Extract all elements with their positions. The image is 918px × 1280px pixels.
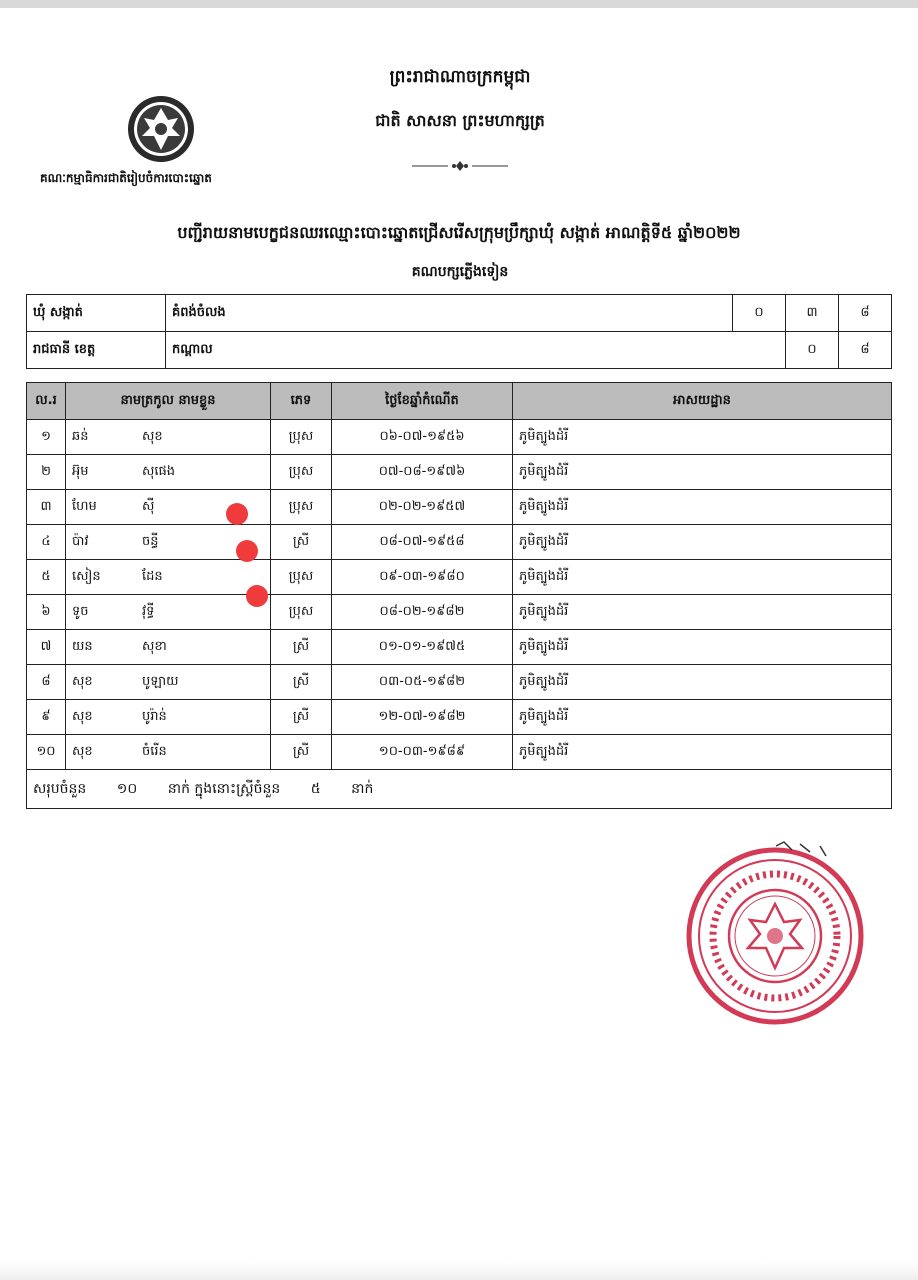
first-name: វុទ្ធី: [142, 603, 155, 619]
cell-sex: ស្រី: [271, 630, 332, 665]
cell-sex: ប្រុស: [271, 595, 332, 630]
table-row: [27, 560, 892, 595]
cell-dob: ០២-០២-១៩៥៧: [332, 490, 513, 525]
commune-label: ឃុំ សង្កាត់: [27, 295, 166, 332]
table-row: [27, 595, 892, 630]
cell-name: [66, 455, 271, 490]
last-name: សុខ: [72, 743, 93, 759]
red-marker-dot: [226, 503, 248, 525]
cell-address: ភូមិត្បូងដំរី: [513, 455, 892, 490]
last-name: សៀន: [72, 568, 101, 584]
cell-address: ភូមិត្បូងដំរី: [513, 630, 892, 665]
cell-sex: ស្រី: [271, 735, 332, 770]
cell-no: ៧: [27, 630, 66, 665]
cell-dob: ០៨-០៧-១៩៥៨: [332, 525, 513, 560]
table-row: [27, 735, 892, 770]
female-value: ៥: [310, 780, 321, 797]
last-name: សុខ: [72, 708, 93, 724]
nec-emblem-icon: [126, 94, 196, 164]
cell-dob: ០៦-០៧-១៩៥៦: [332, 420, 513, 455]
kingdom-header: ព្រះរាជាណាចក្រកម្ពុជា: [389, 67, 531, 87]
cell-sex: ប្រុស: [271, 420, 332, 455]
cell-sex: ប្រុស: [271, 490, 332, 525]
first-name: ស៊ី: [142, 498, 155, 514]
total-unit: នាក់: [167, 780, 190, 797]
last-name: ទូច: [72, 603, 89, 619]
cell-name: [66, 735, 271, 770]
official-seal-icon: [680, 838, 870, 1028]
cell-dob: ១២-០៧-១៩៨២: [332, 700, 513, 735]
province-label: រាជធានី ខេត្ត: [27, 332, 166, 369]
cell-dob: ០១-០១-១៩៧៥: [332, 630, 513, 665]
cell-no: ១: [27, 420, 66, 455]
first-name: សុផេង: [142, 463, 176, 479]
cell-no: ១០: [27, 735, 66, 770]
cell-address: ភូមិត្បូងដំរី: [513, 490, 892, 525]
first-name: ចន្ធី: [142, 533, 159, 549]
first-name: សុខា: [142, 638, 167, 654]
province-value: កណ្តាល: [166, 332, 786, 369]
province-code-digit: ៨: [839, 332, 892, 369]
table-row: [27, 665, 892, 700]
cell-dob: ០៣-០៥-១៩៨២: [332, 665, 513, 700]
first-name: សុខ: [142, 428, 163, 444]
ornament-divider-icon: [410, 160, 510, 172]
first-name: បូឡាយ: [142, 673, 179, 689]
table-row: [27, 420, 892, 455]
total-value: ១០: [116, 780, 138, 797]
last-name: យន: [72, 638, 93, 654]
organization-name: គណៈកម្មាធិការជាតិរៀបចំការបោះឆ្នោត: [40, 171, 212, 185]
last-name: អ៊ុម: [72, 463, 89, 479]
document-title: បញ្ជីរាយនាមបេក្ខជនឈរឈ្មោះបោះឆ្នោតជ្រើសរើសក្រុមប្រឹក្សាឃុំ សង្កាត់ អាណត្តិទី៥ ឆ្នាំ២០២២: [177, 223, 741, 242]
cell-address: ភូមិត្បូងដំរី: [513, 525, 892, 560]
bottom-edge: [0, 1262, 918, 1280]
cell-sex: ស្រី: [271, 700, 332, 735]
cell-sex: ស្រី: [271, 525, 332, 560]
cell-no: ៤: [27, 525, 66, 560]
cell-dob: ០៩-០៣-១៩៨០: [332, 560, 513, 595]
commune-code-digit: ៣: [786, 295, 839, 332]
cell-name: [66, 595, 271, 630]
cell-sex: ស្រី: [271, 665, 332, 700]
cell-no: ៨: [27, 665, 66, 700]
location-table: [26, 294, 892, 369]
cell-address: ភូមិត្បូងដំរី: [513, 735, 892, 770]
header-dob: ថ្ងៃខែឆ្នាំកំណើត: [332, 383, 513, 420]
cell-address: ភូមិត្បូងដំរី: [513, 560, 892, 595]
candidate-table: [26, 382, 892, 809]
commune-row: [27, 295, 892, 332]
cell-no: ៩: [27, 700, 66, 735]
cell-name: [66, 665, 271, 700]
cell-name: [66, 630, 271, 665]
summary-cell: [27, 770, 892, 809]
cell-address: ភូមិត្បូងដំរី: [513, 700, 892, 735]
commune-code-digit: ០: [733, 295, 786, 332]
cell-no: ៣: [27, 490, 66, 525]
total-label: សរុបចំនួន: [33, 780, 87, 797]
cell-sex: ប្រុស: [271, 560, 332, 595]
cell-address: ភូមិត្បូងដំរី: [513, 595, 892, 630]
last-name: ប៉ាវ: [72, 533, 89, 549]
province-code-digit: ០: [786, 332, 839, 369]
cell-address: ភូមិត្បូងដំរី: [513, 665, 892, 700]
first-name: ចំរើន: [142, 743, 167, 759]
header-sex: ភេទ: [271, 383, 332, 420]
header-name: នាមត្រកូល នាមខ្លួន: [66, 383, 271, 420]
cell-dob: ០៨-០២-១៩៨២: [332, 595, 513, 630]
first-name: បូរ៉ាន់: [142, 708, 167, 724]
cell-dob: ០៧-០៨-១៩៧៦: [332, 455, 513, 490]
last-name: ឆន់: [72, 428, 89, 444]
table-row: [27, 455, 892, 490]
cell-name: [66, 700, 271, 735]
cell-name: [66, 420, 271, 455]
cell-sex: ប្រុស: [271, 455, 332, 490]
national-motto: ជាតិ សាសនា ព្រះមហាក្សត្រ: [375, 111, 545, 130]
commune-value: គំពង់ចំលង: [166, 295, 733, 332]
province-row: [27, 332, 892, 369]
table-row: [27, 630, 892, 665]
table-row: [27, 490, 892, 525]
first-name: ដែន: [142, 568, 163, 584]
red-marker-dot: [246, 585, 268, 607]
cell-address: ភូមិត្បូងដំរី: [513, 420, 892, 455]
header-no: ល.រ: [27, 383, 66, 420]
top-edge: [0, 0, 918, 8]
summary-row: [27, 770, 892, 809]
female-unit: នាក់: [351, 780, 374, 797]
commune-code-digit: ៨: [839, 295, 892, 332]
header-address: អាសយដ្ឋាន: [513, 383, 892, 420]
cell-no: ៥: [27, 560, 66, 595]
last-name: សុខ: [72, 673, 93, 689]
table-header-row: [27, 383, 892, 420]
table-row: [27, 700, 892, 735]
last-name: ហែម: [72, 498, 97, 514]
red-marker-dot: [236, 540, 258, 562]
cell-dob: ១០-០៣-១៩៨៩: [332, 735, 513, 770]
party-name: គណបក្សភ្លើងទៀន: [411, 264, 509, 280]
cell-no: ៦: [27, 595, 66, 630]
female-label: ក្នុងនោះស្ត្រីចំនួន: [194, 780, 281, 797]
cell-no: ២: [27, 455, 66, 490]
table-row: [27, 525, 892, 560]
cell-name: [66, 560, 271, 595]
